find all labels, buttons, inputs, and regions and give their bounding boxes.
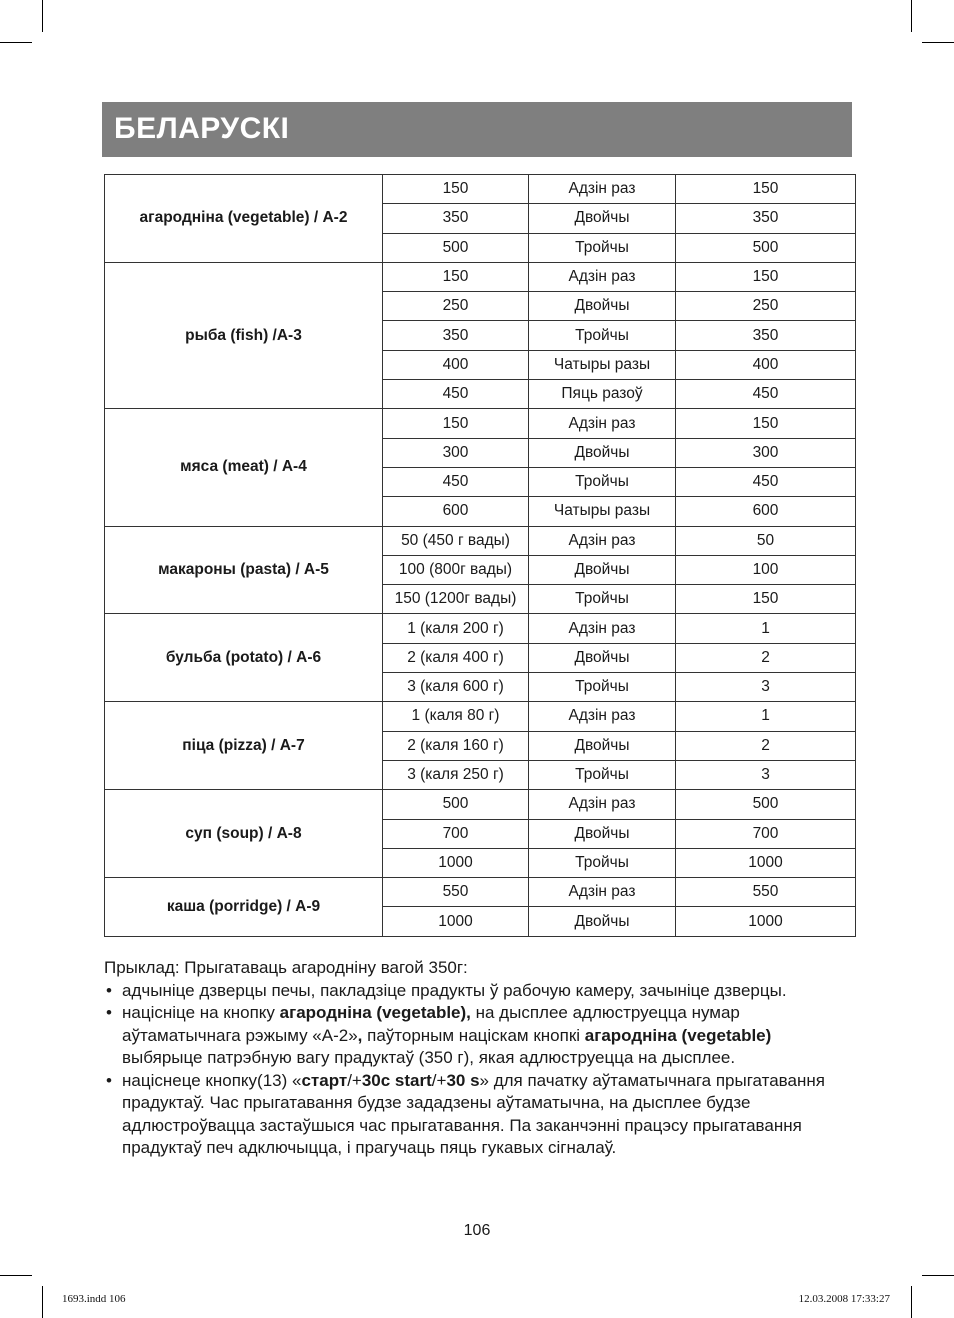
weight-cell: 150 (383, 409, 529, 438)
display-cell: 500 (676, 233, 856, 262)
weight-cell: 350 (383, 321, 529, 350)
presses-cell: Адзiн раз (529, 409, 676, 438)
display-cell: 350 (676, 321, 856, 350)
display-cell: 1000 (676, 907, 856, 936)
example-section (104, 957, 854, 1160)
table-row (105, 175, 856, 204)
presses-cell: Двойчы (529, 819, 676, 848)
presses-cell: Адзiн раз (529, 790, 676, 819)
presses-cell: Тройчы (529, 673, 676, 702)
program-name-cell: піца (pizza) / A-7 (105, 702, 383, 790)
language-header-bar (102, 102, 852, 157)
weight-cell: 600 (383, 497, 529, 526)
auto-cook-table (104, 174, 856, 937)
presses-cell: Тройчы (529, 321, 676, 350)
file-slug: 1693.indd 106 (62, 1293, 126, 1305)
presses-cell: Двойчы (529, 731, 676, 760)
display-cell: 1 (676, 702, 856, 731)
display-cell: 450 (676, 380, 856, 409)
presses-cell: Двойчы (529, 555, 676, 584)
crop-mark (42, 0, 43, 32)
display-cell: 150 (676, 175, 856, 204)
table-row (105, 262, 856, 291)
table-row (105, 790, 856, 819)
table-row (105, 526, 856, 555)
weight-cell: 250 (383, 292, 529, 321)
display-cell: 1000 (676, 848, 856, 877)
display-cell: 50 (676, 526, 856, 555)
weight-cell: 1 (каля 80 г) (383, 702, 529, 731)
crop-mark (922, 1275, 954, 1276)
weight-cell: 150 (383, 262, 529, 291)
weight-cell: 1 (каля 200 г) (383, 614, 529, 643)
presses-cell: Адзiн раз (529, 262, 676, 291)
display-cell: 3 (676, 673, 856, 702)
weight-cell: 450 (383, 467, 529, 496)
display-cell: 350 (676, 204, 856, 233)
weight-cell: 400 (383, 350, 529, 379)
weight-cell: 450 (383, 380, 529, 409)
weight-cell: 150 (1200г вады) (383, 585, 529, 614)
presses-cell: Тройчы (529, 760, 676, 789)
weight-cell: 550 (383, 878, 529, 907)
weight-cell: 500 (383, 233, 529, 262)
weight-cell: 1000 (383, 848, 529, 877)
weight-cell: 3 (каля 600 г) (383, 673, 529, 702)
weight-cell: 50 (450 г вады) (383, 526, 529, 555)
weight-cell: 2 (каля 160 г) (383, 731, 529, 760)
display-cell: 250 (676, 292, 856, 321)
list-item: • адчынiце дзверцы печы, пакладзiце прадукты ў рабочую камеру, зачынiце дзверцы. (104, 980, 854, 1003)
example-intro: Прыклад: Прыгатаваць агароднiну вагой 350г: (104, 958, 468, 977)
weight-cell: 3 (каля 250 г) (383, 760, 529, 789)
program-name-cell: рыба (fish) /A-3 (105, 262, 383, 408)
presses-cell: Чатыры разы (529, 497, 676, 526)
display-cell: 700 (676, 819, 856, 848)
display-cell: 3 (676, 760, 856, 789)
display-cell: 150 (676, 409, 856, 438)
presses-cell: Пяць разоў (529, 380, 676, 409)
bullet-icon: • (106, 980, 112, 1000)
weight-cell: 500 (383, 790, 529, 819)
presses-cell: Адзiн раз (529, 175, 676, 204)
page-number: 106 (463, 1222, 491, 1239)
presses-cell: Тройчы (529, 848, 676, 877)
crop-mark (911, 0, 912, 32)
date-slug: 12.03.2008 17:33:27 (798, 1293, 890, 1305)
presses-cell: Двойчы (529, 907, 676, 936)
display-cell: 300 (676, 438, 856, 467)
weight-cell: 100 (800г вады) (383, 555, 529, 584)
bullet-icon: • (106, 1070, 112, 1090)
crop-mark (0, 1275, 32, 1276)
display-cell: 150 (676, 585, 856, 614)
list-item: • нацiснiце на кнопку агароднiна (vegetable), на дысплее адлюструецца нумар аўтаматычнага рэжыму «А-2», паўторным нацiскам кнопкi агароднiна (vegetable) выбярыце патрэбную вагу прадуктаў (350 г), якая адлюструецца на дысплее. (106, 1003, 772, 1067)
presses-cell: Тройчы (529, 233, 676, 262)
table-row (105, 878, 856, 907)
weight-cell: 350 (383, 204, 529, 233)
weight-cell: 700 (383, 819, 529, 848)
table-row (105, 614, 856, 643)
presses-cell: Тройчы (529, 467, 676, 496)
bullet-icon: • (106, 1003, 112, 1022)
program-name-cell: суп (soup) / A-8 (105, 790, 383, 878)
display-cell: 2 (676, 643, 856, 672)
page-title: БЕЛАРУСКІ (114, 112, 290, 145)
weight-cell: 300 (383, 438, 529, 467)
presses-cell: Адзiн раз (529, 614, 676, 643)
presses-cell: Тройчы (529, 585, 676, 614)
weight-cell: 1000 (383, 907, 529, 936)
table-row (105, 702, 856, 731)
program-name-cell: макароны (pasta) / A-5 (105, 526, 383, 614)
program-name-cell: каша (porridge) / A-9 (105, 878, 383, 937)
presses-cell: Двойчы (529, 438, 676, 467)
display-cell: 2 (676, 731, 856, 760)
presses-cell: Адзiн раз (529, 526, 676, 555)
program-name-cell: агароднiна (vegetable) / A-2 (105, 175, 383, 263)
presses-cell: Двойчы (529, 204, 676, 233)
display-cell: 500 (676, 790, 856, 819)
crop-mark (42, 1286, 43, 1318)
presses-cell: Адзiн раз (529, 702, 676, 731)
example-steps (104, 980, 854, 1160)
program-name-cell: мяса (meat) / A-4 (105, 409, 383, 526)
table-row (105, 409, 856, 438)
presses-cell: Двойчы (529, 643, 676, 672)
weight-cell: 150 (383, 175, 529, 204)
display-cell: 400 (676, 350, 856, 379)
crop-mark (0, 42, 32, 43)
display-cell: 100 (676, 555, 856, 584)
presses-cell: Адзiн раз (529, 878, 676, 907)
display-cell: 600 (676, 497, 856, 526)
program-name-cell: бульба (potato) / A-6 (105, 614, 383, 702)
crop-mark (911, 1286, 912, 1318)
crop-mark (922, 42, 954, 43)
display-cell: 150 (676, 262, 856, 291)
weight-cell: 2 (каля 400 г) (383, 643, 529, 672)
display-cell: 550 (676, 878, 856, 907)
presses-cell: Двойчы (529, 292, 676, 321)
display-cell: 1 (676, 614, 856, 643)
list-item: • нацiснеце кнопку(13) «старт/+30с start/+30 s» для пачатку аўтаматычнага прыгатавання прадуктаў. Час прыгатавання будзе зададзены аўтаматычна, на дысплее будзе адлюстроўвацца застаўшыся час прыгатавання. Па заканчэннi працэсу прыгатавання прадуктаў печ адключыцца, i прагучаць пяць гукавых сігналаў. (106, 1070, 825, 1157)
presses-cell: Чатыры разы (529, 350, 676, 379)
display-cell: 450 (676, 467, 856, 496)
